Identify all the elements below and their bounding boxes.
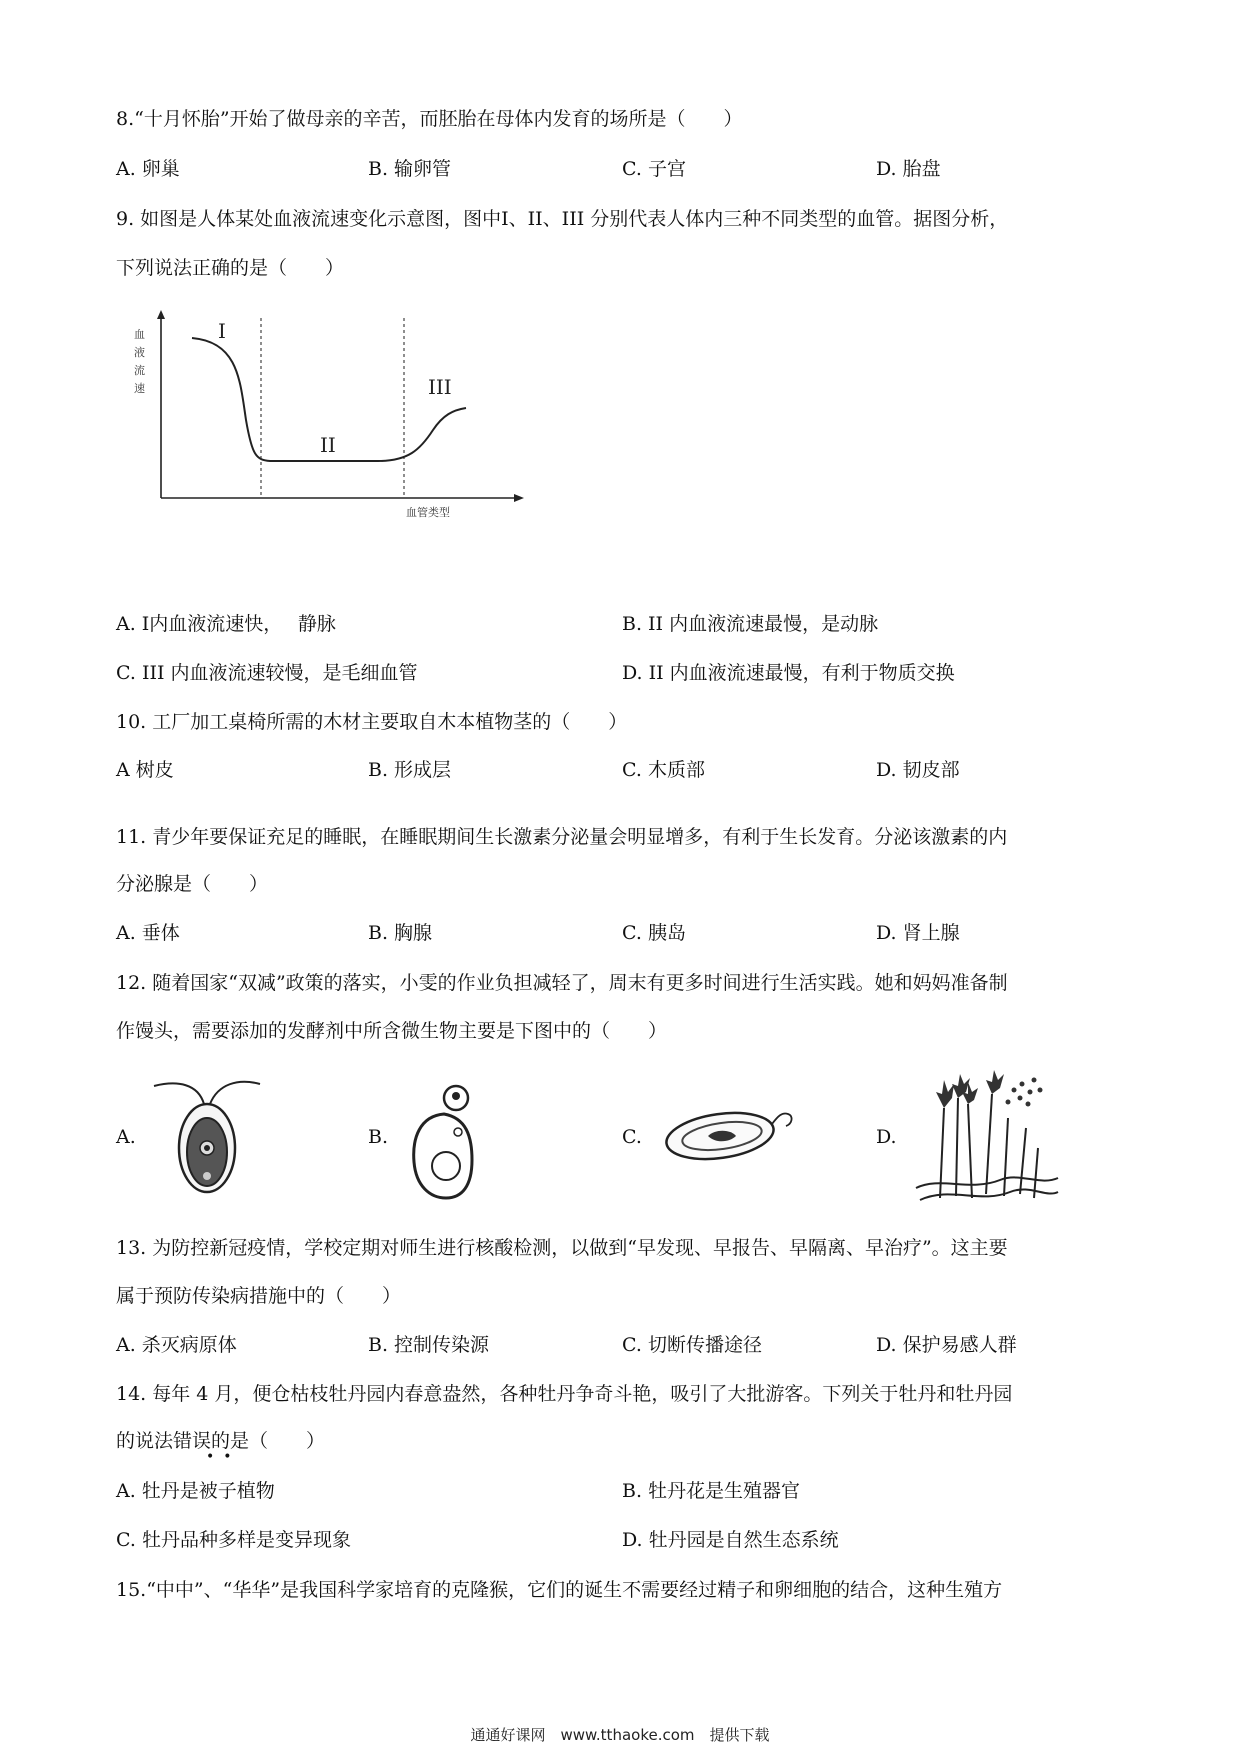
yeast-icon (400, 1076, 490, 1206)
emphasis-dots: •• (206, 1449, 241, 1465)
q12-stem-line2: 作馒头，需要添加的发酵剂中所含微生物主要是下图中的（ ） (116, 1020, 668, 1042)
q9-option-b: B. II 内血液流速最慢，是动脉 (622, 613, 879, 635)
y-label-char-2: 液 (134, 346, 145, 359)
q14-option-d: D. 牡丹园是自然生态系统 (622, 1529, 839, 1551)
q12-stem-line1: 12. 随着国家“双减”政策的落实，小雯的作业负担减轻了，周末有更多时间进行生活实践。她和妈妈准备制 (116, 972, 1008, 994)
q14-stem-line2: 的说法错误的是（ ） (116, 1430, 326, 1452)
q9-stem-line2: 下列说法正确的是（ ） (116, 257, 345, 279)
q12-option-d: D. (876, 1126, 897, 1148)
region-label-iii: III (428, 375, 452, 399)
x-axis-arrow (514, 494, 524, 502)
y-label-char-3: 流 (134, 364, 145, 377)
page-footer: 通通好课网 www.tthaoke.com 提供下载 (470, 1726, 770, 1744)
q8-option-c: C. 子宫 (622, 158, 686, 180)
q13-option-c: C. 切断传播途径 (622, 1334, 762, 1356)
q14-option-a: A. 牡丹是被子植物 (116, 1480, 275, 1502)
q12-option-a: A. (116, 1126, 136, 1148)
q10-option-d: D. 韧皮部 (876, 759, 960, 781)
q14-option-c: C. 牡丹品种多样是变异现象 (116, 1529, 351, 1551)
q11-option-b: B. 胸腺 (368, 922, 433, 944)
x-axis-label: 血管类型 (406, 506, 450, 519)
q10-option-a: A 树皮 (116, 759, 174, 781)
q15-stem: 15.“中中”、“华华”是我国科学家培育的克隆猴，它们的诞生不需要经过精子和卵细胞的结合，这种生殖方 (116, 1579, 1003, 1601)
q8-option-b: B. 输卵管 (368, 158, 452, 180)
q11-stem-line1: 11. 青少年要保证充足的睡眠，在睡眠期间生长激素分泌量会明显增多，有利于生长发育。分泌该激素的内 (116, 826, 1008, 848)
q11-option-d: D. 肾上腺 (876, 922, 960, 944)
q9-option-a: A. I内血液流速快， 静脉 (116, 613, 336, 635)
q14-stem-line1: 14. 每年 4 月，便仓枯枝牡丹园内春意盎然，各种牡丹争奇斗艳，吸引了大批游客。下列关于牡丹和牡丹园 (116, 1383, 1013, 1405)
q11-option-c: C. 胰岛 (622, 922, 686, 944)
q9-option-d: D. II 内血液流速最慢，有利于物质交换 (622, 662, 955, 684)
q10-option-c: C. 木质部 (622, 759, 705, 781)
q14-option-b: B. 牡丹花是生殖器官 (622, 1480, 801, 1502)
region-label-ii: II (320, 433, 336, 457)
q13-option-d: D. 保护易感人群 (876, 1334, 1017, 1356)
q8-option-d: D. 胎盘 (876, 158, 941, 180)
q12-option-b: B. (368, 1126, 389, 1148)
q8-option-a: A. 卵巢 (116, 158, 180, 180)
q8-stem: 8.“十月怀胎”开始了做母亲的辛苦，而胚胎在母体内发育的场所是（ ） (116, 108, 743, 130)
q11-option-a: A. 垂体 (116, 922, 180, 944)
blood-flow-figure (128, 310, 528, 525)
q13-option-a: A. 杀灭病原体 (116, 1334, 237, 1356)
q12-option-c: C. (622, 1126, 642, 1148)
bacterium-icon (660, 1092, 800, 1172)
q13-stem-line1: 13. 为防控新冠疫情，学校定期对师生进行核酸检测，以做到“早发现、早报告、早隔离、早治疗”。这主要 (116, 1237, 1008, 1259)
q10-option-b: B. 形成层 (368, 759, 452, 781)
q9-option-c: C. III 内血液流速较慢，是毛细血管 (116, 662, 418, 684)
region-label-i: I (218, 319, 226, 343)
q13-option-b: B. 控制传染源 (368, 1334, 490, 1356)
y-label-char-4: 速 (134, 382, 145, 395)
y-axis-arrow (157, 310, 165, 319)
q11-stem-line2: 分泌腺是（ ） (116, 873, 269, 895)
q9-stem-line1: 9. 如图是人体某处血液流速变化示意图，图中I、II、III 分别代表人体内三种不同类型的血管。据图分析， (116, 208, 1009, 230)
q10-stem: 10. 工厂加工桌椅所需的木材主要取自木本植物茎的（ ） (116, 711, 628, 733)
q13-stem-line2: 属于预防传染病措施中的（ ） (116, 1285, 402, 1307)
mold-icon (910, 1068, 1060, 1208)
chlamydomonas-icon (148, 1076, 268, 1206)
y-label-char-1: 血 (134, 328, 145, 341)
